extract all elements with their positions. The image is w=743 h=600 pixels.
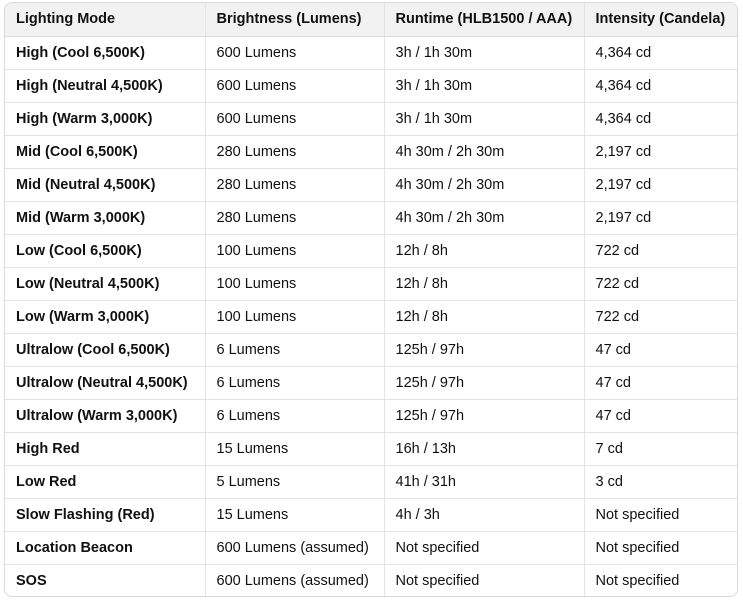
table-row	[5, 399, 738, 432]
table-row	[5, 267, 738, 300]
cell-brightness: 280 Lumens	[205, 168, 384, 201]
cell-lighting-mode: Mid (Warm 3,000K)	[5, 201, 205, 234]
header-lighting-mode: Lighting Mode	[5, 3, 205, 36]
table-row	[5, 366, 738, 399]
table-row	[5, 498, 738, 531]
cell-lighting-mode: Low Red	[5, 465, 205, 498]
cell-intensity: 7 cd	[584, 432, 738, 465]
cell-intensity: 4,364 cd	[584, 102, 738, 135]
cell-lighting-mode: High (Warm 3,000K)	[5, 102, 205, 135]
cell-runtime: 4h / 3h	[384, 498, 584, 531]
table-row	[5, 69, 738, 102]
cell-brightness: 6 Lumens	[205, 366, 384, 399]
cell-intensity: Not specified	[584, 498, 738, 531]
cell-runtime: 3h / 1h 30m	[384, 102, 584, 135]
cell-runtime: 12h / 8h	[384, 267, 584, 300]
data-table-container	[4, 2, 738, 597]
cell-runtime: 125h / 97h	[384, 333, 584, 366]
cell-intensity: 3 cd	[584, 465, 738, 498]
cell-intensity: Not specified	[584, 531, 738, 564]
cell-lighting-mode: Low (Cool 6,500K)	[5, 234, 205, 267]
cell-lighting-mode: Mid (Neutral 4,500K)	[5, 168, 205, 201]
table-row	[5, 300, 738, 333]
cell-runtime: 3h / 1h 30m	[384, 36, 584, 69]
lighting-modes-table	[5, 3, 738, 597]
cell-brightness: 600 Lumens	[205, 102, 384, 135]
table-row	[5, 135, 738, 168]
cell-intensity: Not specified	[595, 572, 680, 589]
cell-brightness: 600 Lumens	[205, 36, 384, 69]
cell-lighting-mode: Low (Warm 3,000K)	[5, 300, 205, 333]
cell-lighting-mode: Low (Neutral 4,500K)	[5, 267, 205, 300]
header-brightness: Brightness (Lumens)	[205, 3, 384, 36]
cell-brightness: 6 Lumens	[205, 333, 384, 366]
cell-brightness: 600 Lumens	[205, 69, 384, 102]
cell-runtime: 3h / 1h 30m	[384, 69, 584, 102]
cell-brightness: 100 Lumens	[205, 300, 384, 333]
cell-brightness: 600 Lumens (assumed)	[205, 531, 384, 564]
table-row	[5, 234, 738, 267]
cell-runtime: 12h / 8h	[384, 300, 584, 333]
cell-intensity: 47 cd	[584, 333, 738, 366]
cell-lighting-mode: High Red	[5, 432, 205, 465]
cell-runtime: Not specified	[384, 564, 584, 597]
cell-brightness: 100 Lumens	[205, 234, 384, 267]
table-row	[5, 564, 738, 597]
cell-intensity: 4,364 cd	[584, 36, 738, 69]
cell-intensity: 722 cd	[584, 267, 738, 300]
cell-brightness: 280 Lumens	[205, 135, 384, 168]
cell-lighting-mode: Slow Flashing (Red)	[5, 498, 205, 531]
cell-runtime: Not specified	[384, 531, 584, 564]
table-row	[5, 36, 738, 69]
cell-runtime: 41h / 31h	[384, 465, 584, 498]
header-runtime: Runtime (HLB1500 / AAA)	[384, 3, 584, 36]
header-intensity: Intensity (Candela)	[584, 3, 738, 36]
cell-brightness: 15 Lumens	[205, 498, 384, 531]
cell-lighting-mode: Ultralow (Warm 3,000K)	[5, 399, 205, 432]
cell-runtime: 12h / 8h	[384, 234, 584, 267]
cell-brightness: 600 Lumens (assumed)	[205, 564, 384, 597]
cell-intensity: 722 cd	[584, 234, 738, 267]
cell-lighting-mode: High (Neutral 4,500K)	[5, 69, 205, 102]
table-row	[5, 333, 738, 366]
cell-intensity: 4,364 cd	[584, 69, 738, 102]
cell-lighting-mode: Ultralow (Neutral 4,500K)	[5, 366, 205, 399]
cell-lighting-mode: SOS	[5, 564, 205, 597]
cell-runtime: 4h 30m / 2h 30m	[384, 135, 584, 168]
cell-brightness: 100 Lumens	[205, 267, 384, 300]
cell-intensity: 722 cd	[584, 300, 738, 333]
cell-intensity: 2,197 cd	[584, 201, 738, 234]
cell-intensity: 2,197 cd	[584, 135, 738, 168]
cell-brightness: 280 Lumens	[205, 201, 384, 234]
cell-runtime: 4h 30m / 2h 30m	[384, 201, 584, 234]
cell-runtime: 125h / 97h	[384, 399, 584, 432]
cell-runtime: 16h / 13h	[384, 432, 584, 465]
cell-intensity: 47 cd	[584, 366, 738, 399]
table-header-row	[5, 3, 738, 36]
cell-lighting-mode: Location Beacon	[5, 531, 205, 564]
cell-lighting-mode: High (Cool 6,500K)	[5, 36, 205, 69]
table-row	[5, 432, 738, 465]
cell-runtime: 4h 30m / 2h 30m	[384, 168, 584, 201]
cell-runtime: 125h / 97h	[384, 366, 584, 399]
table-row	[5, 102, 738, 135]
cell-lighting-mode: Mid (Cool 6,500K)	[5, 135, 205, 168]
cell-brightness: 15 Lumens	[205, 432, 384, 465]
table-row	[5, 201, 738, 234]
cell-brightness: 6 Lumens	[205, 399, 384, 432]
cell-brightness: 5 Lumens	[205, 465, 384, 498]
cell-lighting-mode: Ultralow (Cool 6,500K)	[5, 333, 205, 366]
table-body	[5, 36, 738, 597]
table-row	[5, 465, 738, 498]
cell-intensity: 47 cd	[584, 399, 738, 432]
cell-intensity: 2,197 cd	[584, 168, 738, 201]
table-row	[5, 168, 738, 201]
table-row	[5, 531, 738, 564]
